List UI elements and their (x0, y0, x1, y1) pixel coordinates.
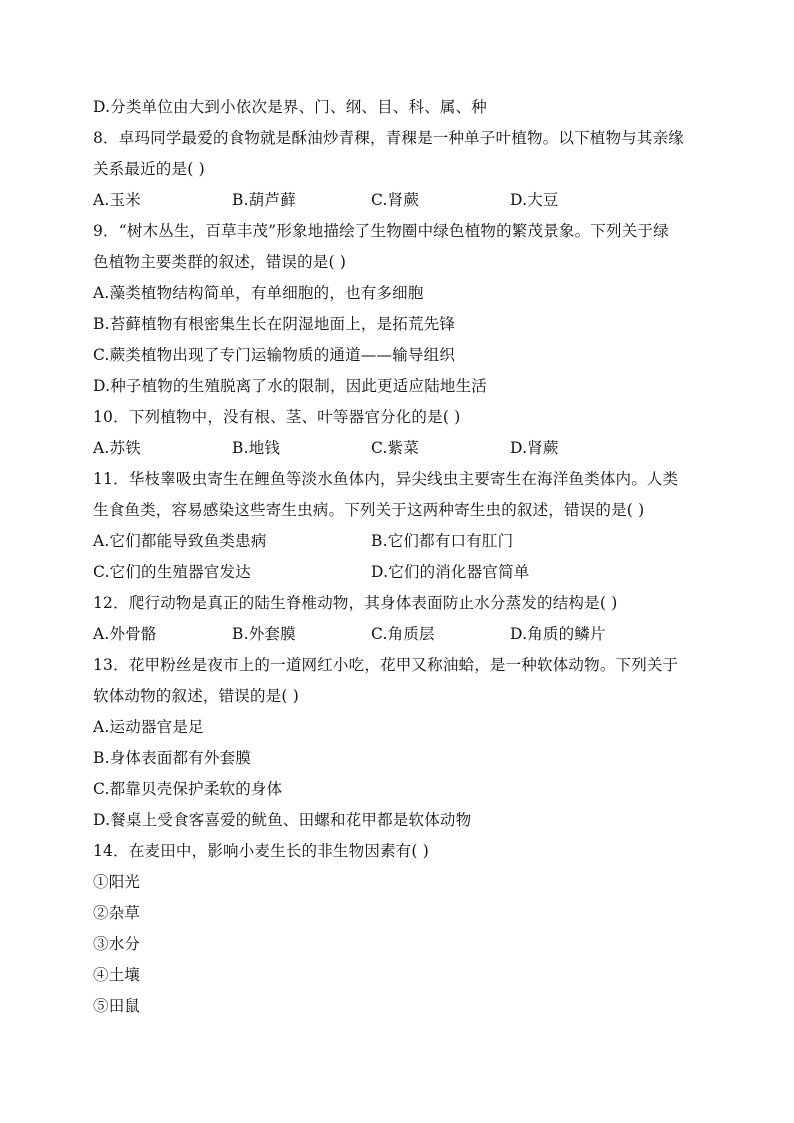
q10-option-b: B.地钱 (232, 439, 281, 457)
q9-stem-line-2: 色植物主要类群的叙述，错误的是( ) (93, 253, 347, 271)
q13-stem-line-1: 13．花甲粉丝是夜市上的一道网红小吃，花甲又称油蛤，是一种软体动物。下列关于 (93, 656, 679, 674)
q14-item-1: ①阳光 (93, 873, 141, 891)
q11-option-a: A.它们都能导致鱼类患病 (93, 532, 267, 550)
q11-options-row-2 (93, 557, 703, 588)
q9-option-c: C.蕨类植物出现了专门运输物质的通道——输导组织 (93, 346, 456, 364)
q8-option-c: C.肾蕨 (371, 191, 420, 209)
q12-option-d: D.角质的鳞片 (510, 625, 606, 643)
q13-option-a: A.运动器官是足 (93, 718, 204, 736)
q12-option-b: B.外套膜 (232, 625, 296, 643)
q14-item-5: ⑤田鼠 (93, 997, 141, 1015)
q11-option-b: B.它们都有口有肛门 (371, 532, 514, 550)
q9-stem-line-1: 9．“树木丛生，百草丰茂”形象地描绘了生物圈中绿色植物的繁茂景象。下列关于绿 (93, 222, 669, 240)
q13-option-c: C.都靠贝壳保护柔软的身体 (93, 780, 283, 798)
q9-option-b: B.苔藓植物有根密集生长在阴湿地面上，是拓荒先锋 (93, 315, 456, 333)
q11-option-c: C.它们的生殖器官发达 (93, 563, 251, 581)
q11-options-row-1 (93, 526, 703, 557)
q9-option-d: D.种子植物的生殖脱离了水的限制，因此更适应陆地生活 (93, 377, 488, 395)
q11-stem-line-2: 生食鱼类，容易感染这些寄生虫病。下列关于这两种寄生虫的叙述，错误的是( ) (93, 501, 645, 519)
q12-option-c: C.角质层 (371, 625, 435, 643)
q8-options (93, 185, 703, 216)
q12-options (93, 619, 703, 650)
q8-option-b: B.葫芦藓 (232, 191, 296, 209)
q14-stem: 14．在麦田中，影响小麦生长的非生物因素有( ) (93, 842, 430, 860)
q14-item-4: ④土壤 (93, 966, 141, 984)
q8-option-d: D.大豆 (510, 191, 559, 209)
q13-option-d: D.餐桌上受食客喜爱的鱿鱼、田螺和花甲都是软体动物 (93, 811, 472, 829)
q8-option-a: A.玉米 (93, 191, 141, 209)
q11-option-d: D.它们的消化器官简单 (371, 563, 530, 581)
q13-option-b: B.身体表面都有外套膜 (93, 749, 252, 767)
q12-stem: 12．爬行动物是真正的陆生脊椎动物，其身体表面防止水分蒸发的结构是( ) (93, 594, 618, 612)
q10-stem: 10．下列植物中，没有根、茎、叶等器官分化的是( ) (93, 408, 461, 426)
q13-stem-line-2: 软体动物的叙述，错误的是( ) (93, 687, 300, 705)
exam-page (93, 92, 703, 1022)
q10-option-d: D.肾蕨 (510, 439, 559, 457)
q14-item-2: ②杂草 (93, 904, 141, 922)
q7-option-d: D.分类单位由大到小依次是界、门、纲、目、科、属、种 (93, 98, 488, 116)
q9-option-a: A.藻类植物结构简单，有单细胞的，也有多细胞 (93, 284, 424, 302)
q10-option-a: A.苏铁 (93, 439, 141, 457)
q10-options (93, 433, 703, 464)
q12-option-a: A.外骨骼 (93, 625, 157, 643)
q14-item-3: ③水分 (93, 935, 141, 953)
q8-stem-line-2: 关系最近的是( ) (93, 160, 205, 178)
q10-option-c: C.紫菜 (371, 439, 420, 457)
q8-stem-line-1: 8．卓玛同学最爱的食物就是酥油炒青稞，青稞是一种单子叶植物。以下植物与其亲缘 (93, 129, 684, 147)
q11-stem-line-1: 11．华枝睾吸虫寄生在鲤鱼等淡水鱼体内，异尖线虫主要寄生在海洋鱼类体内。人类 (93, 470, 679, 488)
